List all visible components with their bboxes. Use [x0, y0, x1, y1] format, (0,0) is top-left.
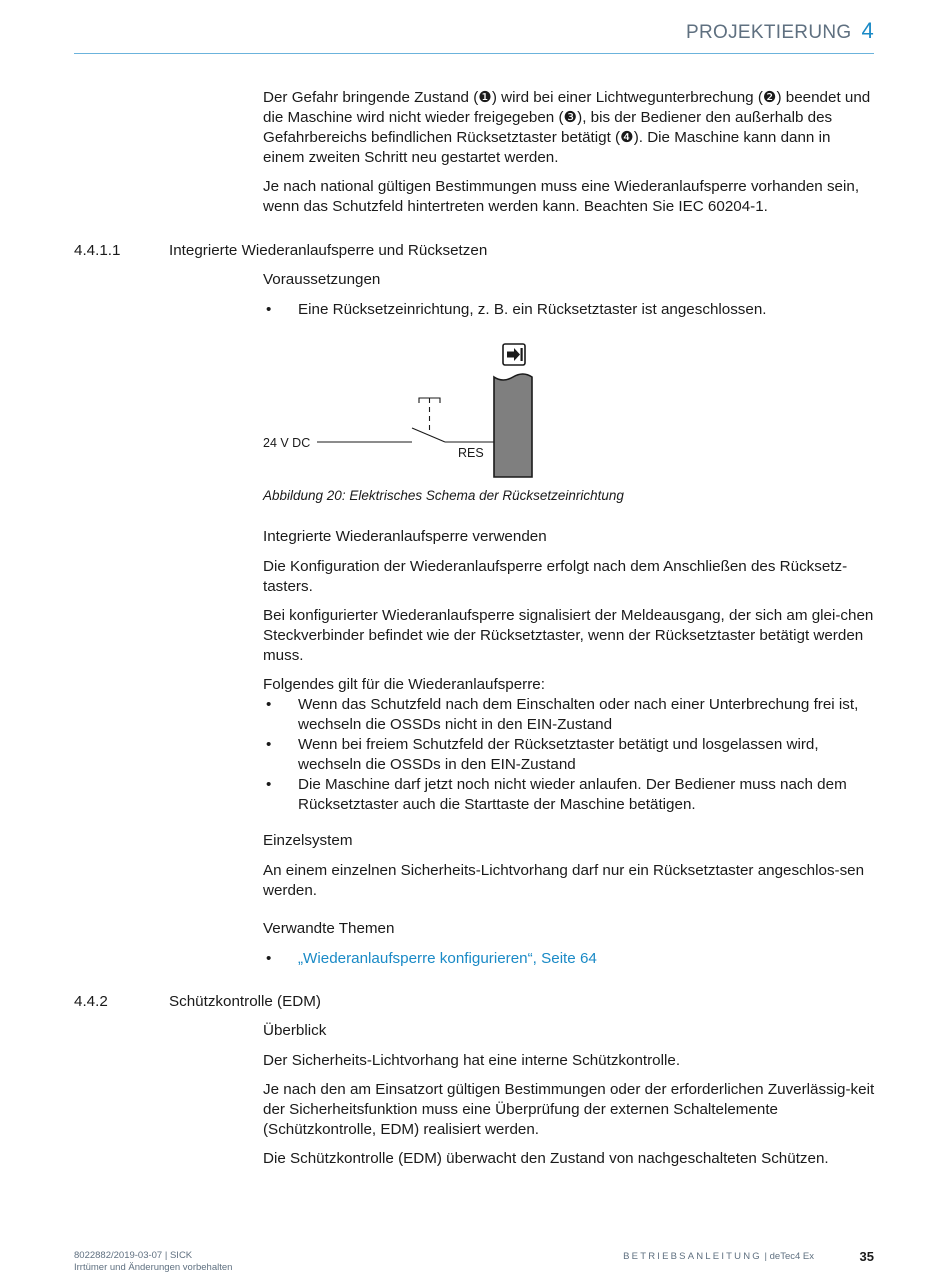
rules-list [263, 695, 875, 815]
section-heading-442 [74, 992, 321, 1012]
use-paragraph-3: Folgendes gilt für die Wiederanlaufsperre: [263, 676, 545, 693]
use-paragraph-2: Bei konfigurierter Wiederanlaufsperre signalisiert der Meldeausgang, der sich am glei-chen Steckverbinder befindet wie der Rücksetztaster, wenn der Rücksetztaster betätigt werden muss. [263, 607, 874, 664]
header-title: PROJEKTIERUNG [686, 22, 852, 43]
related-topics-block [263, 919, 875, 969]
related-topics-list [263, 949, 875, 969]
figure-caption: Abbildung 20: Elektrisches Schema der Rücksetzeinrichtung [263, 488, 624, 503]
section-title: Integrierte Wiederanlaufsperre und Rücksetzen [169, 242, 488, 259]
prereq-block [263, 270, 875, 320]
single-system-paragraph: An einem einzelnen Sicherheits-Lichtvorhang darf nur ein Rücksetztaster angeschlos-sen werden. [263, 862, 865, 899]
footer-left [74, 1250, 232, 1274]
running-header [686, 18, 874, 44]
chapter-number: 4 [861, 18, 874, 43]
single-system-block [263, 831, 875, 901]
reset-switch-contact [412, 428, 445, 442]
figure-caption-block [263, 487, 875, 505]
intro-paragraph-1: Der Gefahr bringende Zustand (❶) wird bei einer Lichtwegunterbrechung (❷) beendet und die Maschine wird nicht wieder freigegeben (❸), bis der Bediener den außerhalb des Gefahrbereichs befindlichen Rücksetztaster betätigt (❹). Die Maschine kann dann in einem zweiten Schritt neu gestartet werden. [263, 89, 871, 166]
list-item: • Eine Rücksetzeinrichtung, z. B. ein Rücksetztaster ist angeschlossen. [263, 300, 875, 320]
section-title: Schützkontrolle (EDM) [169, 993, 321, 1010]
overview-heading: Überblick [263, 1022, 327, 1039]
light-curtain-device [494, 374, 532, 477]
voltage-label: 24 V DC [263, 436, 311, 450]
list-item: • Wenn bei freiem Schutzfeld der Rücksetztaster betätigt und losgelassen wird, wechseln die OSSDs in den EIN-Zustand [263, 735, 875, 775]
edm-block [263, 1021, 875, 1169]
single-system-heading: Einzelsystem [263, 832, 353, 849]
footer-doc-id: 8022882/2019-03-07 | SICK [74, 1250, 193, 1261]
list-item: • Wenn das Schutzfeld nach dem Einschalten oder nach einer Unterbrechung frei ist, wechseln die OSSDs nicht in den EIN-Zustand [263, 695, 875, 735]
res-label: RES [458, 446, 484, 460]
intro-paragraph-2: Je nach national gültigen Bestimmungen muss eine Wiederanlaufsperre vorhanden sein, wenn das Schutzfeld hintertreten werden kann. Beachten Sie IEC 60204-1. [263, 178, 860, 215]
section-number: 4.4.2 [74, 993, 108, 1010]
list-item: • Die Maschine darf jetzt noch nicht wieder anlaufen. Der Bediener muss nach dem Rücksetztaster auch die Starttaste der Maschine betätigen. [263, 775, 875, 815]
intro-block [263, 88, 875, 226]
input-arrow-icon [503, 344, 525, 365]
reset-schematic-figure [255, 336, 555, 481]
edm-paragraph-3: Die Schützkontrolle (EDM) überwacht den Zustand von nachgeschalteten Schützen. [263, 1150, 829, 1167]
edm-paragraph-1: Der Sicherheits-Lichtvorhang hat eine interne Schützkontrolle. [263, 1052, 681, 1069]
section-number: 4.4.1.1 [74, 242, 121, 259]
use-block [263, 527, 875, 815]
prereq-list [263, 300, 875, 320]
header-rule [74, 53, 874, 54]
prereq-heading: Voraussetzungen [263, 271, 381, 288]
section-heading-4411 [74, 241, 487, 261]
footer-product: | deTec4 Ex [764, 1251, 814, 1262]
footer-disclaimer: Irrtümer und Änderungen vorbehalten [74, 1262, 233, 1273]
footer-doc-type: BETRIEBSANLEITUNG [623, 1251, 762, 1262]
edm-paragraph-2: Je nach den am Einsatzort gültigen Bestimmungen oder der erforderlichen Zuverlässig-keit der Sicherheitsfunktion muss eine Überprüfung der externen Schaltelemente (Schützkontrolle, EDM) realisiert werden. [263, 1081, 875, 1138]
list-item [263, 949, 875, 969]
footer-right [623, 1251, 814, 1262]
pushbutton-actuator [419, 398, 440, 434]
related-topic-link[interactable]: „Wiederanlaufsperre konfigurieren“, Seite 64 [298, 950, 597, 967]
use-heading: Integrierte Wiederanlaufsperre verwenden [263, 528, 547, 545]
use-paragraph-1: Die Konfiguration der Wiederanlaufsperre erfolgt nach dem Anschließen des Rücksetz-tasters. [263, 558, 848, 595]
page-number: 35 [859, 1249, 874, 1264]
related-topics-heading: Verwandte Themen [263, 920, 395, 937]
